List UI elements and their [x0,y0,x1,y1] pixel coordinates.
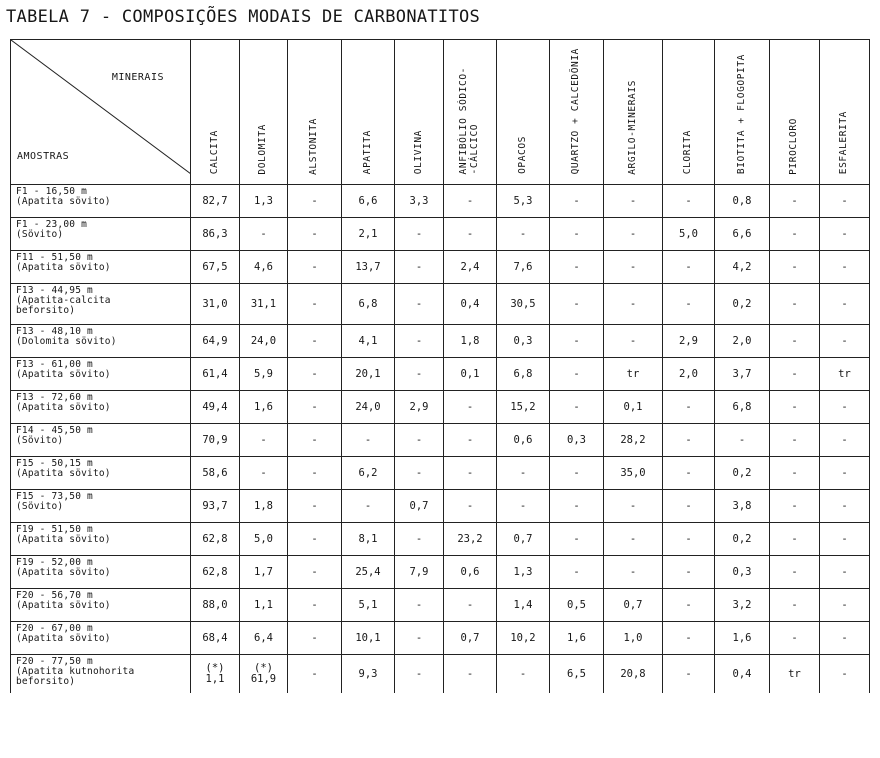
value-cell: - [550,218,604,251]
column-header: OLIVINA [395,40,444,185]
value-cell: 6,8 [497,358,550,391]
sample-cell [11,284,191,325]
value-cell: - [820,523,870,556]
value-cell: 1,4 [497,589,550,622]
value-cell: 0,2 [715,457,770,490]
value-cell: 2,9 [395,391,444,424]
value-cell: 1,7 [240,556,288,589]
sample-cell [11,622,191,655]
value-cell: 82,7 [191,185,240,218]
value-cell: - [288,556,342,589]
value-cell: 0,2 [715,523,770,556]
table-row [11,523,870,556]
corner-cell [11,40,191,185]
value-cell: 4,6 [240,251,288,284]
sample-line: F11 - 51,50 m [16,252,93,264]
value-cell: 0,6 [497,424,550,457]
table-title: TABELA 7 - COMPOSIÇÕES MODAIS DE CARBONATITOS [6,7,481,27]
value-cell: - [820,424,870,457]
value-cell: - [604,218,663,251]
value-cell: - [444,490,497,523]
value-cell: - [770,218,820,251]
value-cell: - [395,218,444,251]
value-cell: - [820,251,870,284]
sample-line: (Apatita-calcita [16,295,111,307]
value-cell: - [288,589,342,622]
table-body [11,185,870,694]
value-cell: - [663,391,715,424]
value-cell: 2,0 [663,358,715,391]
column-header: CALCITA [191,40,240,185]
header-row [11,40,870,185]
sample-line: F14 - 45,50 m [16,425,93,437]
sample-line: F1 - 16,50 m [16,186,88,198]
value-cell: - [820,589,870,622]
value-cell: - [604,284,663,325]
table-row [11,358,870,391]
value-cell: - [288,358,342,391]
value-cell: - [395,622,444,655]
value-cell: - [663,523,715,556]
column-header: ALSTONITA [288,40,342,185]
sample-line: beforsito) [16,676,76,688]
value-cell: 2,9 [663,325,715,358]
value-cell: 4,2 [715,251,770,284]
value-cell: 24,0 [240,325,288,358]
value-cell: 6,6 [342,185,395,218]
value-cell: 6,5 [550,655,604,694]
value-cell: 0,7 [497,523,550,556]
value-cell: 6,2 [342,457,395,490]
column-header: QUARTZO + CALCEDÔNIA [550,40,604,185]
value-cell: - [288,185,342,218]
value-cell: - [497,490,550,523]
value-cell: - [444,218,497,251]
value-cell: 7,6 [497,251,550,284]
value-cell: - [820,218,870,251]
value-cell: - [770,622,820,655]
sample-line: (Apatita sövito) [16,534,111,546]
value-cell: - [288,523,342,556]
table-row [11,490,870,523]
sample-cell [11,424,191,457]
sample-line: (Sövito) [16,435,64,447]
value-cell: - [663,655,715,694]
column-header: PIROCLORO [770,40,820,185]
value-cell: - [342,490,395,523]
sample-line: (Dolomita sövito) [16,336,117,348]
value-cell: 8,1 [342,523,395,556]
value-cell: - [770,325,820,358]
column-header: ESFALERITA [820,40,870,185]
value-cell: 1,8 [444,325,497,358]
sample-cell [11,490,191,523]
value-cell: 0,4 [715,655,770,694]
value-cell: 70,9 [191,424,240,457]
value-cell: 28,2 [604,424,663,457]
value-cell: - [663,556,715,589]
value-cell: 3,2 [715,589,770,622]
value-cell: - [288,251,342,284]
column-header: BIOTITA + FLOGOPITA [715,40,770,185]
value-cell: 6,6 [715,218,770,251]
value-cell: 0,7 [395,490,444,523]
value-cell: - [770,391,820,424]
sample-cell [11,358,191,391]
value-cell: 3,8 [715,490,770,523]
value-cell: - [770,523,820,556]
value-cell: - [395,655,444,694]
value-cell: - [770,251,820,284]
value-cell: - [820,185,870,218]
table-row [11,556,870,589]
value-cell: - [497,457,550,490]
value-cell: - [663,622,715,655]
value-cell: (*) 1,1 [191,655,240,694]
value-cell: - [604,490,663,523]
column-header: CLORITA [663,40,715,185]
value-cell: - [550,391,604,424]
value-cell: - [444,655,497,694]
value-cell: 1,3 [497,556,550,589]
value-cell: 2,4 [444,251,497,284]
value-cell: - [342,424,395,457]
value-cell: - [497,655,550,694]
value-cell: - [770,490,820,523]
value-cell: - [444,457,497,490]
sample-line: F13 - 44,95 m [16,285,93,297]
value-cell: - [240,424,288,457]
value-cell: - [288,391,342,424]
value-cell: 5,3 [497,185,550,218]
sample-line: F1 - 23,00 m [16,219,88,231]
value-cell: 2,0 [715,325,770,358]
value-cell: 2,1 [342,218,395,251]
sample-line: (Sövito) [16,501,64,513]
value-cell: - [550,457,604,490]
value-cell: - [715,424,770,457]
sample-line: F20 - 67,00 m [16,623,93,635]
value-cell: - [395,457,444,490]
value-cell: - [444,589,497,622]
value-cell: 5,0 [663,218,715,251]
value-cell: 4,1 [342,325,395,358]
value-cell: - [395,523,444,556]
value-cell: 0,2 [715,284,770,325]
value-cell: 88,0 [191,589,240,622]
value-cell: - [550,251,604,284]
value-cell: - [288,424,342,457]
value-cell: 58,6 [191,457,240,490]
sample-line: (Apatita sövito) [16,468,111,480]
table-row [11,325,870,358]
value-cell: 6,8 [715,391,770,424]
value-cell: - [288,284,342,325]
sample-line: F19 - 51,50 m [16,524,93,536]
sample-cell [11,391,191,424]
table-row [11,284,870,325]
value-cell: 13,7 [342,251,395,284]
value-cell: (*) 61,9 [240,655,288,694]
value-cell: 5,0 [240,523,288,556]
sample-line: (Apatita sövito) [16,633,111,645]
value-cell: 24,0 [342,391,395,424]
value-cell: - [395,424,444,457]
value-cell: 61,4 [191,358,240,391]
value-cell: 67,5 [191,251,240,284]
sample-line: (Apatita sövito) [16,196,111,208]
value-cell: 7,9 [395,556,444,589]
value-cell: - [604,556,663,589]
sample-cell [11,325,191,358]
value-cell: - [288,622,342,655]
value-cell: - [550,325,604,358]
sample-line: (Apatita kutnohorita [16,666,135,678]
table-row [11,391,870,424]
value-cell: 6,8 [342,284,395,325]
value-cell: - [395,358,444,391]
sample-cell [11,185,191,218]
value-cell: 0,6 [444,556,497,589]
value-cell: - [770,556,820,589]
table-row [11,185,870,218]
sample-line: F20 - 56,70 m [16,590,93,602]
value-cell: - [395,589,444,622]
value-cell: - [770,185,820,218]
value-cell: - [288,655,342,694]
value-cell: - [288,325,342,358]
sample-line: (Apatita sövito) [16,600,111,612]
value-cell: - [288,218,342,251]
value-cell: - [550,556,604,589]
value-cell: 1,1 [240,589,288,622]
sample-cell [11,218,191,251]
value-cell: 9,3 [342,655,395,694]
value-cell: - [604,523,663,556]
sample-cell [11,589,191,622]
value-cell: - [604,251,663,284]
value-cell: 35,0 [604,457,663,490]
value-cell: 64,9 [191,325,240,358]
value-cell: - [240,457,288,490]
table-row [11,251,870,284]
value-cell: 0,7 [604,589,663,622]
value-cell: 1,6 [715,622,770,655]
value-cell: 10,1 [342,622,395,655]
value-cell: 6,4 [240,622,288,655]
value-cell: - [770,457,820,490]
value-cell: - [395,251,444,284]
value-cell: - [550,284,604,325]
value-cell: - [550,490,604,523]
value-cell: - [663,251,715,284]
value-cell: 1,3 [240,185,288,218]
value-cell: 3,3 [395,185,444,218]
value-cell: - [550,185,604,218]
column-header: ARGILO-MINERAIS [604,40,663,185]
value-cell: 86,3 [191,218,240,251]
value-cell: 62,8 [191,523,240,556]
table-row [11,655,870,694]
value-cell: - [820,655,870,694]
value-cell: - [820,556,870,589]
sample-line: F13 - 72,60 m [16,392,93,404]
value-cell: 20,8 [604,655,663,694]
value-cell: 0,5 [550,589,604,622]
value-cell: - [820,325,870,358]
value-cell: 30,5 [497,284,550,325]
value-cell: - [444,424,497,457]
value-cell: 31,1 [240,284,288,325]
value-cell: - [663,284,715,325]
value-cell: 62,8 [191,556,240,589]
sample-line: (Apatita sövito) [16,262,111,274]
value-cell: 15,2 [497,391,550,424]
value-cell: 0,8 [715,185,770,218]
minerais-label: MINERAIS [111,72,164,83]
value-cell: tr [604,358,663,391]
sample-line: F15 - 73,50 m [16,491,93,503]
sample-line: (Apatita sövito) [16,402,111,414]
value-cell: 0,1 [604,391,663,424]
value-cell: - [820,284,870,325]
sample-line: F19 - 52,00 m [16,557,93,569]
value-cell: 0,3 [550,424,604,457]
value-cell: - [240,218,288,251]
sample-cell [11,457,191,490]
sample-line: beforsito) [16,305,76,317]
sample-line: (Apatita sövito) [16,567,111,579]
sample-line: (Apatita sövito) [16,369,111,381]
column-header: OPACOS [497,40,550,185]
amostras-label: AMOSTRAS [17,151,70,163]
table-row [11,457,870,490]
value-cell: 31,0 [191,284,240,325]
sample-cell [11,523,191,556]
value-cell: - [820,391,870,424]
sample-line: F13 - 61,00 m [16,359,93,371]
value-cell: 68,4 [191,622,240,655]
value-cell: 0,3 [715,556,770,589]
sample-cell [11,655,191,694]
value-cell: - [770,424,820,457]
sample-cell [11,556,191,589]
value-cell: 25,4 [342,556,395,589]
value-cell: - [288,457,342,490]
value-cell: 0,1 [444,358,497,391]
value-cell: 49,4 [191,391,240,424]
value-cell: - [604,325,663,358]
modal-composition-table [10,39,870,693]
value-cell: - [550,523,604,556]
value-cell: - [770,358,820,391]
value-cell: 1,8 [240,490,288,523]
value-cell: 1,0 [604,622,663,655]
value-cell: - [288,490,342,523]
value-cell: - [820,457,870,490]
column-header: APATITA [342,40,395,185]
value-cell: 5,1 [342,589,395,622]
value-cell: 3,7 [715,358,770,391]
column-header: DOLOMITA [240,40,288,185]
value-cell: 0,7 [444,622,497,655]
value-cell: - [663,424,715,457]
value-cell: 10,2 [497,622,550,655]
value-cell: - [663,490,715,523]
value-cell: tr [820,358,870,391]
value-cell: - [770,284,820,325]
value-cell: - [550,358,604,391]
value-cell: 93,7 [191,490,240,523]
value-cell: 23,2 [444,523,497,556]
table-row [11,218,870,251]
value-cell: - [820,622,870,655]
column-header: ANFIBÓLIO SÓDICO- -CÁLCICO [444,40,497,185]
value-cell: 1,6 [550,622,604,655]
value-cell: 5,9 [240,358,288,391]
sample-cell [11,251,191,284]
value-cell: 0,3 [497,325,550,358]
value-cell: - [770,589,820,622]
value-cell: - [604,185,663,218]
table-row [11,589,870,622]
value-cell: - [663,589,715,622]
value-cell: - [663,457,715,490]
table-row [11,424,870,457]
value-cell: - [444,391,497,424]
table-row [11,622,870,655]
value-cell: - [663,185,715,218]
value-cell: 0,4 [444,284,497,325]
sample-line: F13 - 48,10 m [16,326,93,338]
value-cell: - [395,284,444,325]
value-cell: - [444,185,497,218]
sample-line: F20 - 77,50 m [16,656,93,668]
value-cell: tr [770,655,820,694]
value-cell: - [395,325,444,358]
sample-line: (Sövito) [16,229,64,241]
value-cell: - [497,218,550,251]
value-cell: 20,1 [342,358,395,391]
value-cell: 1,6 [240,391,288,424]
sample-line: F15 - 50,15 m [16,458,93,470]
value-cell: - [820,490,870,523]
